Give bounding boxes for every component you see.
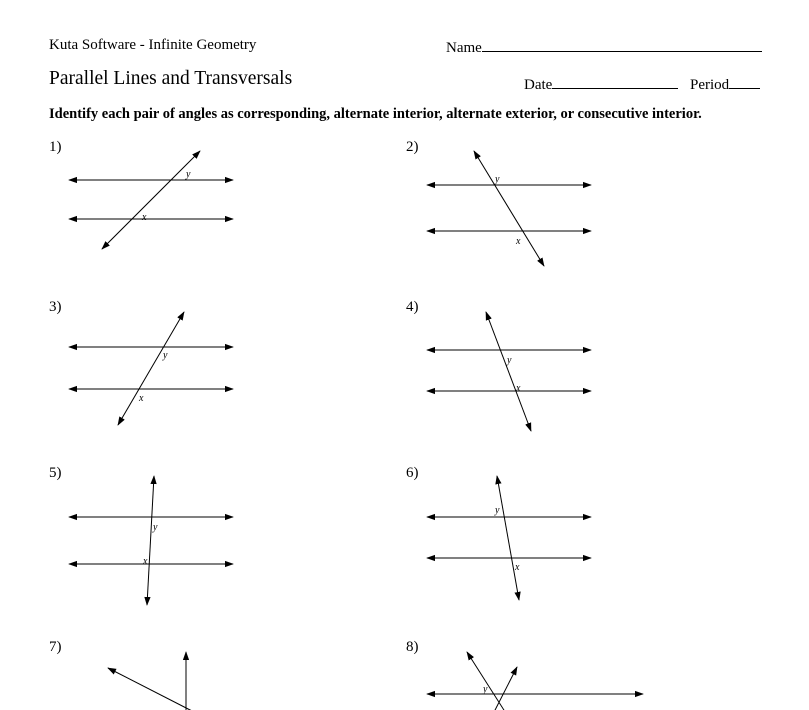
angle-label-x: x (515, 562, 520, 573)
angle-label-y: y (483, 684, 488, 695)
instructions: Identify each pair of angles as corresponding, alternate interior, alternate exterior, or consecutive interior. (49, 106, 702, 122)
problem-number: 2) (406, 139, 419, 155)
transversal (497, 476, 519, 600)
transversal (474, 151, 544, 266)
problem-7-figure (108, 652, 194, 710)
problem-number: 1) (49, 139, 62, 155)
problem-6-figure (427, 476, 591, 600)
problem-3-figure (69, 312, 233, 425)
problem-8-figure (427, 652, 643, 710)
software-label: Kuta Software - Infinite Geometry (49, 37, 257, 53)
angle-label-x: x (143, 556, 148, 567)
problem-number: 7) (49, 639, 62, 655)
angle-label-y: y (507, 355, 512, 366)
angle-label-y: y (186, 169, 191, 180)
problem-number: 5) (49, 465, 62, 481)
angle-label-y: y (495, 505, 500, 516)
problem-1-figure (69, 151, 233, 249)
angle-label-x: x (142, 212, 147, 223)
problem-number: 8) (406, 639, 419, 655)
name-label: Name (446, 40, 482, 56)
transversal (102, 151, 200, 249)
transversal (108, 668, 194, 710)
problem-number: 6) (406, 465, 419, 481)
problem-number: 3) (49, 299, 62, 315)
transversal (147, 476, 154, 605)
period-label: Period (690, 77, 730, 93)
angle-label-y: y (495, 174, 500, 185)
angle-label-x: x (516, 236, 521, 247)
angle-label-x: x (139, 393, 144, 404)
date-label: Date (524, 77, 553, 93)
transversal (491, 667, 517, 710)
transversal (486, 312, 531, 431)
problem-5-figure (69, 476, 233, 605)
problem-4-figure (427, 312, 591, 431)
transversal (467, 652, 509, 710)
worksheet-title: Parallel Lines and Transversals (49, 68, 293, 89)
angle-label-x: x (516, 383, 521, 394)
angle-label-y: y (153, 522, 158, 533)
problem-number: 4) (406, 299, 419, 315)
angle-label-y: y (163, 350, 168, 361)
problem-2-figure (427, 151, 591, 266)
transversal (118, 312, 184, 425)
